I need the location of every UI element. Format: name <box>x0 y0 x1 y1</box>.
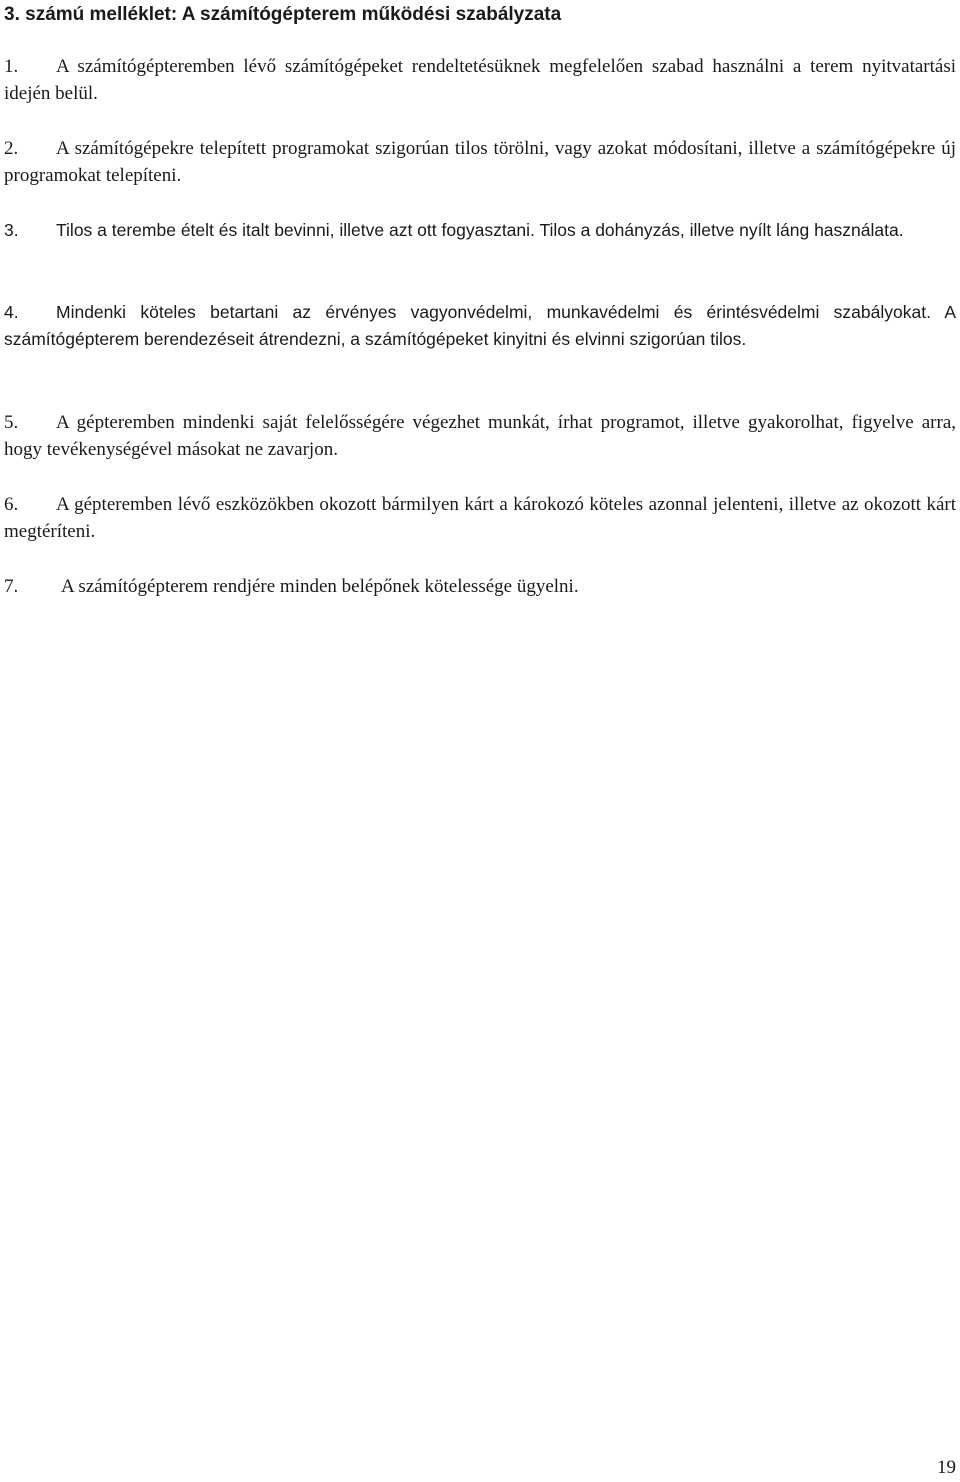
page-number: 19 <box>937 1457 956 1478</box>
rule-text: Tilos a terembe ételt és italt bevinni, illetve azt ott fogyasztani. Tilos a dohányzás, illetve nyílt láng használata. <box>56 220 904 240</box>
rule-item-3 <box>4 217 956 244</box>
rule-number: 1. <box>4 56 19 77</box>
rule-text: Mindenki köteles betartani az érvényes vagyonvédelmi, munkavédelmi és érintésvédelmi szabályokat. A számítógépterem berendezéseit átrendezni, a számítógépeket kinyitni és elvinni szigorúan tilos. <box>4 302 956 349</box>
rule-text: A számítógépekre telepített programokat szigorúan tilos törölni, vagy azokat módosítani, illetve a számítógépekre új programokat telepíteni. <box>4 138 956 186</box>
rule-item-5 <box>4 409 956 463</box>
rule-text: A számítógépteremben lévő számítógépeket rendeltetésüknek megfelelően szabad használni a terem nyitvatartási idején belül. <box>4 56 956 104</box>
rule-item-6 <box>4 491 956 545</box>
rule-item-2 <box>4 135 956 189</box>
rule-item-7 <box>4 573 956 600</box>
rule-number: 6. <box>4 494 19 515</box>
rule-number: 4. <box>4 302 19 322</box>
rule-text: A számítógépterem rendjére minden belépőnek kötelessége ügyelni. <box>61 576 579 597</box>
rule-number: 5. <box>4 412 19 433</box>
document-title: 3. számú melléklet: A számítógépterem működési szabályzata <box>4 4 562 25</box>
rule-text: A gépteremben lévő eszközökben okozott bármilyen kárt a károkozó köteles azonnal jelenteni, illetve az okozott kárt megtéríteni. <box>4 494 956 542</box>
rule-number: 2. <box>4 138 19 159</box>
rule-number: 3. <box>4 220 19 240</box>
rule-text: A gépteremben mindenki saját felelősségére végezhet munkát, írhat programot, illetve gyakorolhat, figyelve arra, hogy tevékenységével másokat ne zavarjon. <box>4 412 956 460</box>
rule-item-1 <box>4 53 956 107</box>
rule-item-4 <box>4 299 956 353</box>
rule-number: 7. <box>4 576 19 597</box>
